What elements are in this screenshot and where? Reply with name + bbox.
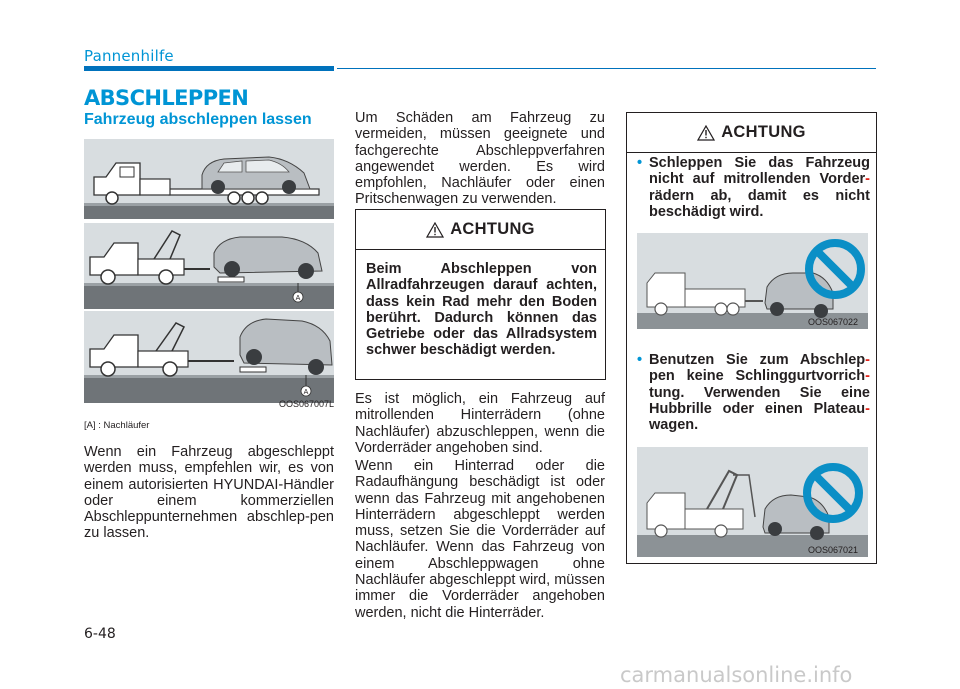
middle-paragraph-1: Um Schäden am Fahrzeug zu vermeiden, müssen geeignete und fachgerechte Abschleppverfahren angewendet werden. Es wird empfohlen, Nachläufer oder einen Pritschenwagen zu verwenden. bbox=[355, 110, 605, 208]
warning-text: Beim Abschleppen von Allradfahrzeugen darauf achten, dass kein Rad mehr den Boden berührt. Dadurch können das Getriebe oder das Allradsystem schwer beschädigt werden. bbox=[366, 261, 597, 359]
dolly-tow-illustration bbox=[84, 223, 334, 309]
warning-item-front-wheels bbox=[637, 155, 870, 220]
item1-hyphen: - bbox=[865, 171, 870, 188]
flatbed-prohibited-image bbox=[637, 233, 868, 329]
item2-text-d: wagen. bbox=[649, 417, 699, 434]
bullet-icon: • bbox=[637, 155, 643, 171]
warning-label: ACHTUNG bbox=[450, 220, 535, 238]
watermark: carmanualsonline.info bbox=[620, 663, 853, 687]
warning-triangle-icon bbox=[426, 222, 444, 238]
item1-text-a: Schleppen Sie das Fahrzeug nicht auf mitrollenden Vorder bbox=[649, 155, 870, 188]
image-code: OOS067022 bbox=[807, 317, 858, 327]
item2-text-b: pen keine Schlinggurtvorrich bbox=[649, 368, 866, 385]
wheel-lift-marker-label: A bbox=[303, 389, 309, 396]
dolly-marker-label: A bbox=[295, 295, 301, 302]
prohibition-icon bbox=[809, 243, 861, 295]
figure-code: OOS067007L bbox=[278, 399, 334, 409]
page-subtitle: Fahrzeug abschleppen lassen bbox=[84, 111, 312, 128]
middle-paragraph-2: Es ist möglich, ein Fahrzeug auf mitrollenden Hinterrädern (ohne Nachläufer) abzuschleppen, wenn die Vorderräder angehoben sind. bbox=[355, 391, 605, 456]
flatbed-truck-illustration bbox=[84, 139, 334, 219]
item2-text-c: tung. Verwenden Sie eine Hubbrille oder einen Plateau bbox=[649, 384, 870, 417]
warning-box-towing bbox=[626, 112, 877, 564]
left-paragraph: Wenn ein Fahrzeug abgeschleppt werden muss, empfehlen wir, es von einem autorisierten HYUNDAI-Händler oder einem kommerziellen Abschleppunternehmen abschlep-pen zu lassen. bbox=[84, 444, 334, 542]
wheel-lift-scene bbox=[84, 311, 334, 403]
warning-header bbox=[356, 210, 605, 250]
header-section-title: Pannenhilfe bbox=[84, 47, 174, 65]
warning-box-awd bbox=[355, 209, 606, 380]
prohibition-icon bbox=[807, 467, 859, 519]
wheel-lift-tow-illustration bbox=[84, 311, 334, 403]
item2-hyphen-3: - bbox=[865, 400, 870, 417]
page-number: 6-48 bbox=[84, 626, 116, 642]
towing-methods-figure bbox=[84, 139, 334, 411]
front-wheel-tow-illustration bbox=[637, 233, 868, 329]
item2-hyphen-1: - bbox=[865, 352, 870, 368]
sling-tow-illustration bbox=[637, 447, 868, 557]
flatbed-scene bbox=[84, 139, 334, 219]
image-code: OOS067021 bbox=[807, 545, 858, 555]
warning-header bbox=[627, 113, 876, 153]
header-bar bbox=[84, 66, 334, 71]
header-rule bbox=[337, 68, 876, 69]
page-title: ABSCHLEPPEN bbox=[84, 86, 249, 110]
warning-item-sling bbox=[637, 352, 870, 433]
warning-label: ACHTUNG bbox=[721, 123, 806, 141]
middle-paragraph-3: Wenn ein Hinterrad oder die Radaufhängung beschädigt ist oder wenn das Fahrzeug mit angehobenen Hinterrädern abgeschleppt werden muss, setzen Sie die Vorderräder auf Nachläufer. Wenn das Fahrzeug von einem Abschleppwagen ohne Nachläufer abgeschleppt wird, müssen immer die Vorderräder angehoben werden, nicht die Hinterräder. bbox=[355, 458, 605, 621]
sling-prohibited-image bbox=[637, 447, 868, 557]
item2-hyphen-2: - bbox=[865, 368, 870, 385]
figure-note: [A] : Nachläufer bbox=[84, 420, 150, 431]
bullet-icon: • bbox=[637, 352, 643, 368]
item2-text-a: Benutzen Sie zum Abschlep bbox=[649, 352, 866, 368]
dolly-scene bbox=[84, 223, 334, 309]
warning-triangle-icon bbox=[697, 125, 715, 141]
item1-text-b: rädern ab, damit es nicht beschädigt wird. bbox=[649, 187, 870, 220]
